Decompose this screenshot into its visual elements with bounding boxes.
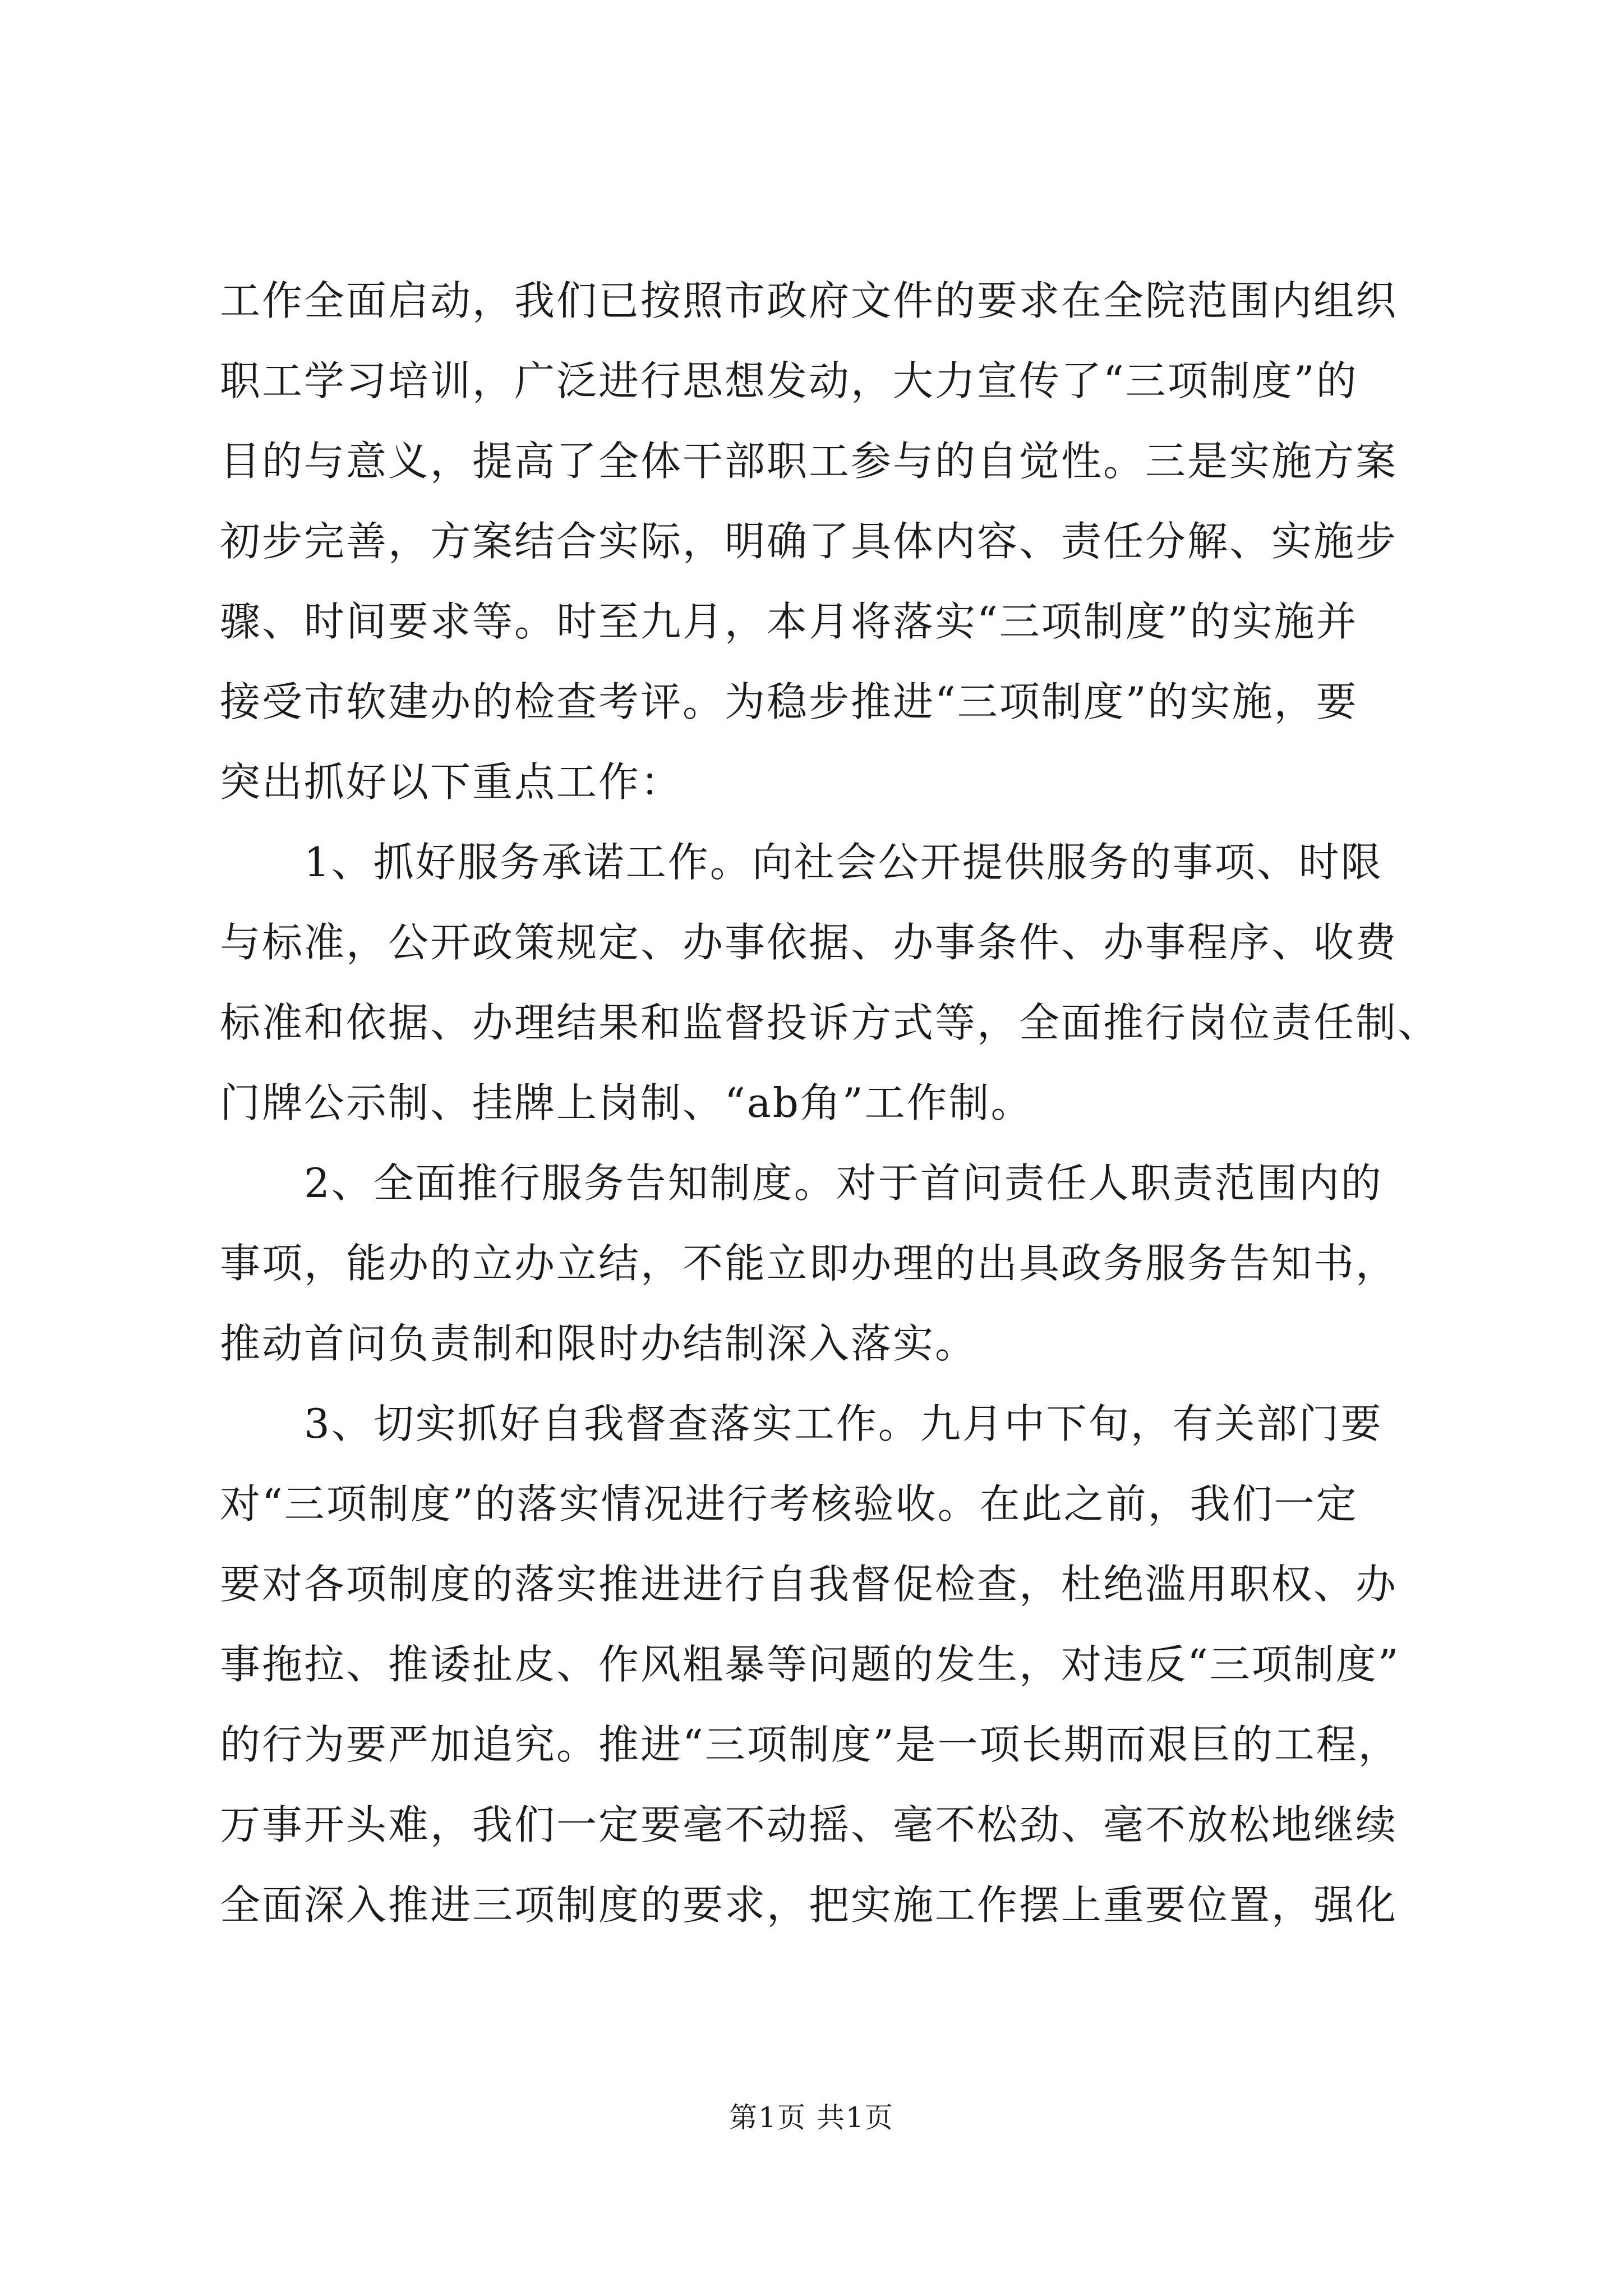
body-line: 初步完善，方案结合实际，明确了具体内容、责任分解、实施步 (220, 518, 1398, 565)
body-line: 突出抓好以下重点工作： (220, 758, 683, 806)
body-line: 目的与意义，提高了全体干部职工参与的自觉性。三是实施方案 (220, 438, 1398, 485)
body-line: 事项，能办的立办立结，不能立即办理的出具政务服务告知书， (220, 1240, 1398, 1287)
paragraph-first-line: 1、抓好服务承诺工作。向社会公开提供服务的事项、时限 (304, 839, 1383, 886)
document-body (220, 261, 1440, 1945)
body-line: 职工学习培训，广泛进行思想发动，大力宣传了“三项制度”的 (220, 357, 1358, 404)
body-line: 与标准，公开政策规定、办事依据、办事条件、办事程序、收费 (220, 919, 1398, 966)
body-line: 的行为要严加追究。推进“三项制度”是一项长期而艰巨的工程， (220, 1721, 1400, 1768)
body-line: 万事开头难，我们一定要毫不动摇、毫不松劲、毫不放松地继续 (220, 1801, 1398, 1848)
body-line: 骤、时间要求等。时至九月，本月将落实“三项制度”的实施并 (220, 598, 1358, 645)
page-number-footer: 第1页 共1页 (729, 2101, 894, 2134)
body-line: 工作全面启动，我们已按照市政府文件的要求在全院范围内组织 (220, 277, 1398, 324)
body-line: 要对各项制度的落实推进进行自我督促检查，杜绝滥用职权、办 (220, 1561, 1398, 1608)
body-line: 门牌公示制、挂牌上岗制、“ab角”工作制。 (220, 1079, 1033, 1126)
paragraph-first-line: 2、全面推行服务告知制度。对于首问责任人职责范围内的 (304, 1159, 1383, 1207)
body-line: 全面深入推进三项制度的要求，把实施工作摆上重要位置，强化 (220, 1881, 1398, 1929)
paragraph-first-line: 3、切实抓好自我督查落实工作。九月中下旬，有关部门要 (304, 1400, 1383, 1447)
body-line: 接受市软建办的检查考评。为稳步推进“三项制度”的实施，要 (220, 678, 1358, 725)
body-line: 事拖拉、推诿扯皮、作风粗暴等问题的发生，对违反“三项制度” (220, 1641, 1400, 1688)
body-line: 标准和依据、办理结果和监督投诉方式等，全面推行岗位责任制、 (220, 999, 1440, 1046)
body-line: 推动首问负责制和限时办结制深入落实。 (220, 1320, 978, 1367)
body-line: 对“三项制度”的落实情况进行考核验收。在此之前，我们一定 (220, 1480, 1358, 1527)
